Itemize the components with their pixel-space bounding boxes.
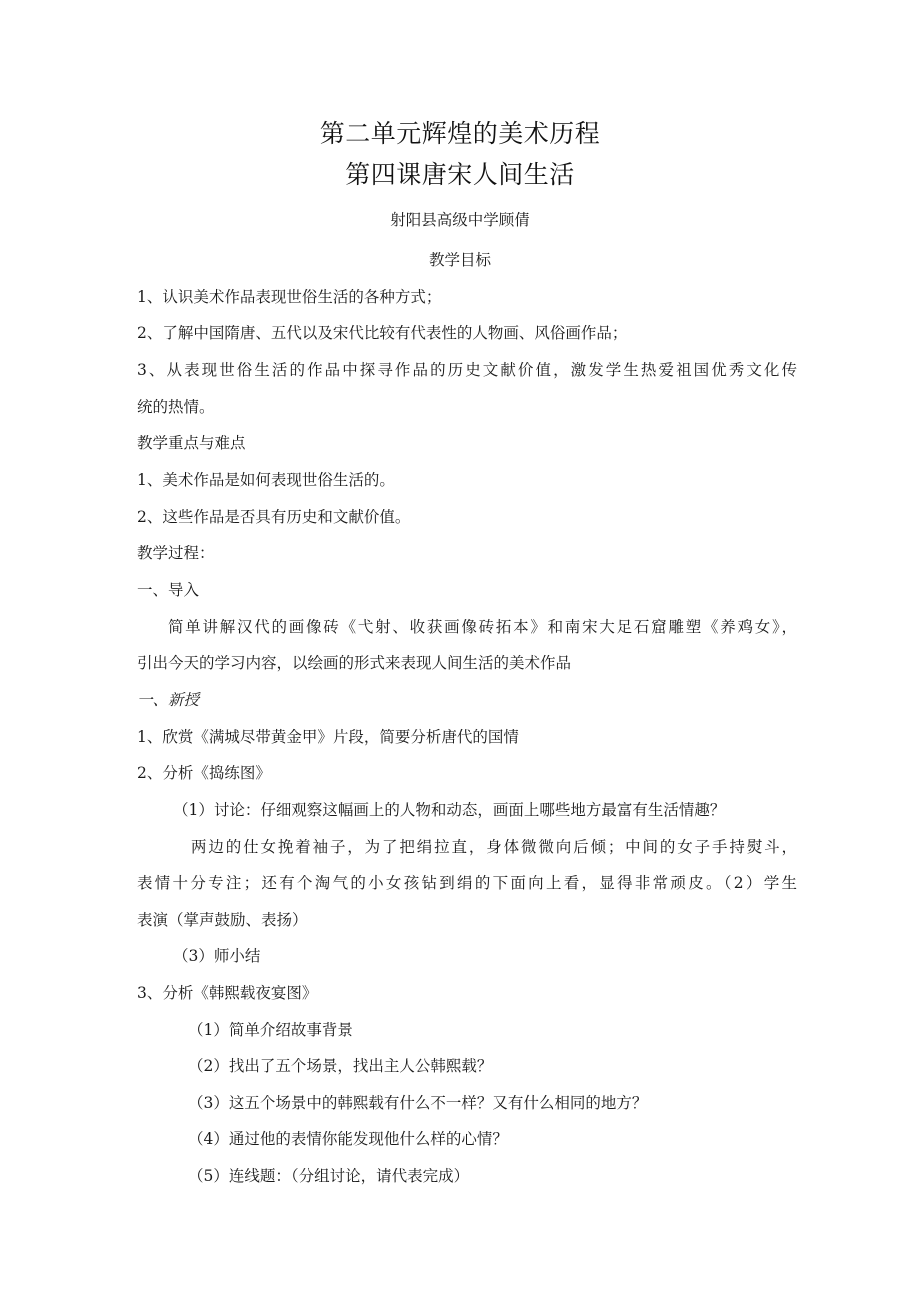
author: 射阳县高级中学顾倩 bbox=[390, 211, 530, 229]
hanxizai-item: （4）通过他的表情你能发现他什么样的心情？ bbox=[188, 1130, 508, 1148]
hanxizai-heading: 3、分析《韩熙载夜宴图》 bbox=[137, 984, 318, 1002]
objective-item: 3、从表现世俗生活的作品中探寻作品的历史文献价值，激发学生热爱祖国优秀文化传 bbox=[137, 361, 797, 379]
keypoint-item: 1、美术作品是如何表现世俗生活的。 bbox=[137, 471, 395, 489]
section-new-heading: 一、新授 bbox=[137, 691, 200, 709]
daolian-paragraph-line: 表情十分专注；还有个淘气的小女孩钻到绢的下面向上看，显得非常顽皮。（2）学生 bbox=[137, 874, 797, 892]
section-intro-heading: 一、导入 bbox=[137, 581, 200, 599]
objective-item: 2、了解中国隋唐、五代以及宋代比较有代表性的人物画、风俗画作品； bbox=[137, 324, 628, 342]
new-item: 1、欣赏《满城尽带黄金甲》片段，简要分析唐代的国情 bbox=[137, 728, 519, 746]
unit-title: 第二单元辉煌的美术历程 bbox=[319, 119, 601, 148]
objectives-heading: 教学目标 bbox=[428, 251, 491, 269]
new-item: 2、分析《捣练图》 bbox=[137, 764, 271, 782]
hanxizai-item: （5）连线题：（分组讨论，请代表完成） bbox=[188, 1167, 470, 1185]
objective-item-continued: 统的热情。 bbox=[137, 398, 215, 416]
intro-paragraph-line: 简单讲解汉代的画像砖《弋射、收获画像砖拓本》和南宋大足石窟雕塑《养鸡女》， bbox=[168, 618, 797, 636]
daolian-summary: （3）师小结 bbox=[173, 947, 261, 965]
keypoint-item: 2、这些作品是否具有历史和文献价值。 bbox=[137, 508, 411, 526]
objective-item: 1、认识美术作品表现世俗生活的各种方式； bbox=[137, 288, 442, 306]
daolian-paragraph-line: 表演（掌声鼓励、表扬） bbox=[137, 911, 308, 929]
daolian-paragraph-line: 两边的仕女挽着袖子，为了把绢拉直，身体微微向后倾；中间的女子手持熨斗， bbox=[191, 838, 797, 856]
intro-paragraph-line: 引出今天的学习内容，以绘画的形式来表现人间生活的美术作品 bbox=[137, 654, 572, 672]
hanxizai-item: （3）这五个场景中的韩熙载有什么不一样？又有什么相同的地方？ bbox=[188, 1094, 648, 1112]
keypoints-heading: 教学重点与难点 bbox=[137, 434, 246, 452]
hanxizai-item: （1）简单介绍故事背景 bbox=[188, 1021, 353, 1039]
lesson-title: 第四课唐宋人间生活 bbox=[345, 160, 575, 189]
process-heading: 教学过程： bbox=[137, 544, 215, 562]
daolian-discussion: （1）讨论：仔细观察这幅画上的人物和动态，画面上哪些地方最富有生活情趣？ bbox=[173, 801, 726, 819]
hanxizai-item: （2）找出了五个场景，找出主人公韩熙载？ bbox=[188, 1057, 493, 1075]
